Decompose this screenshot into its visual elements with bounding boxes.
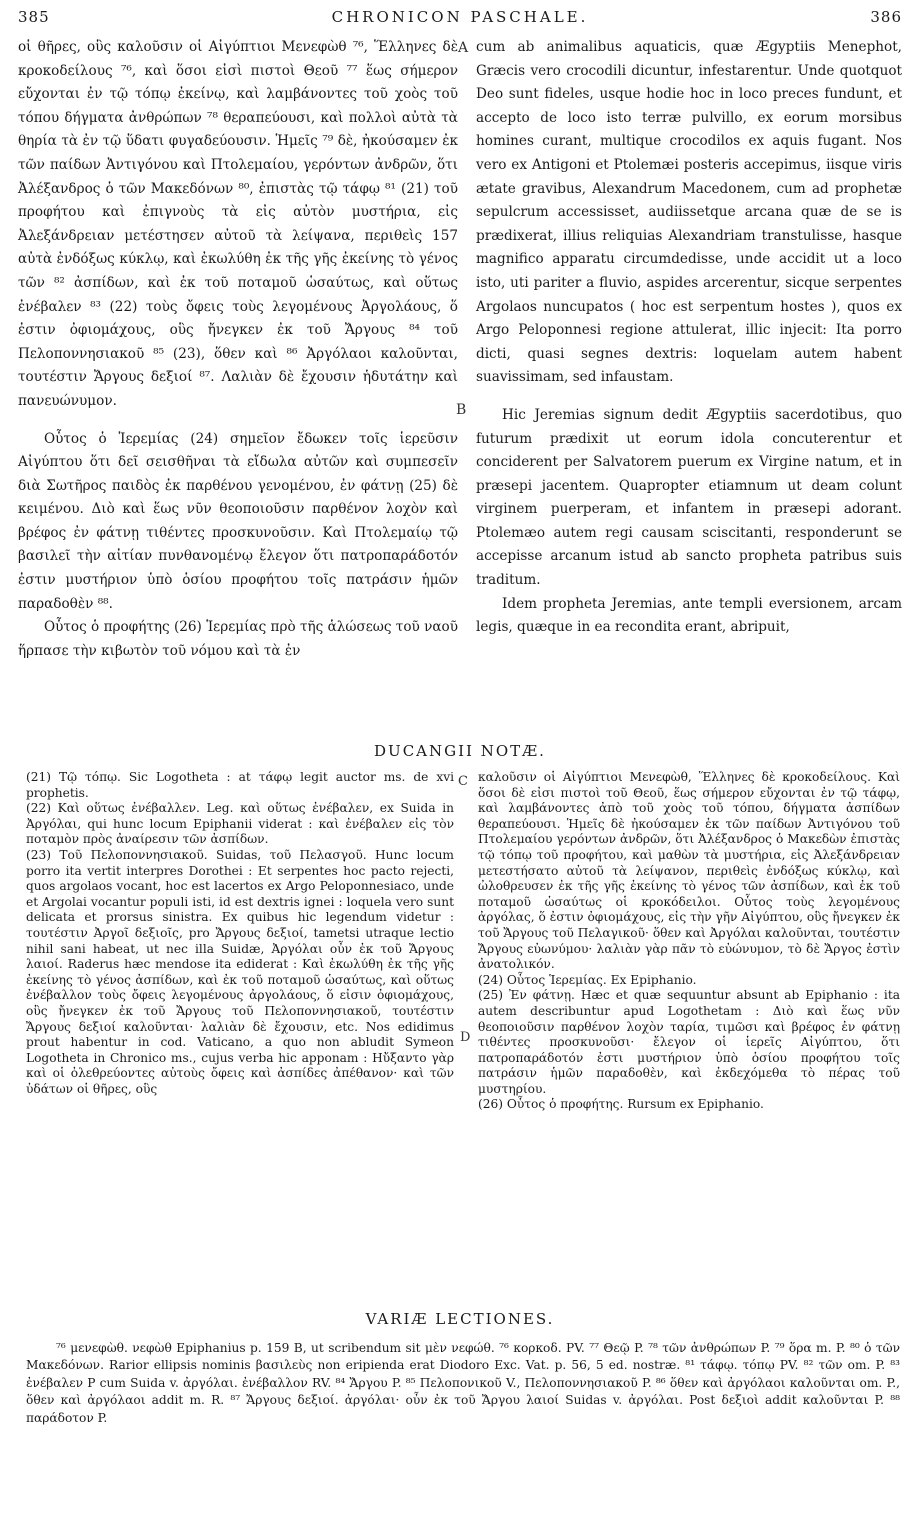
margin-letter-c: C <box>458 774 468 789</box>
note-entry: (25) Ἐν φάτνῃ. Hæc et quæ sequuntur absunt ab Epiphanio : ita autem describuntur apud Logothetam : Διὸ καὶ ἕως νῦν θεοποιοῦσιν παρθένον λοχὸν ταρία, τιμῶσι καὶ βρέφος ἐν φάτνῃ τιθέντες προσκυνοῦσι· ἔλεγον οἱ ἱερεῖς Αἰγύπτου, ὅτι πατροπαράδοτόν ἐστι μυστήριον ὑπὸ ὁσίου προφήτου τοῖς πατράσιν ἡμῶν παραδοθὲν, καὶ ἐκδεχόμεθα τὸ πέρας τοῦ μυστηρίου. <box>478 988 900 1096</box>
latin-paragraph: Idem propheta Jeremias, ante templi eversionem, arcam legis, quæque in ea recondita erant, abripuit, <box>476 595 902 636</box>
notes-right-column <box>478 770 900 1113</box>
page-number-left: 385 <box>18 8 50 26</box>
running-title: CHRONICON PASCHALE. <box>331 8 589 26</box>
greek-paragraph: Οὗτος ὁ Ἱερεμίας (24) σημεῖον ἔδωκεν τοῖς ἱερεῦσιν Αἰγύπτου ὅτι δεῖ σεισθῆναι τὰ εἴδωλα αὐτῶν καὶ συμπεσεῖν διὰ Σωτῆρος παιδὸς ἐκ παρθένου γενομένου, ἐν φάτνῃ (25) δὲ κειμένου. Διὸ καὶ ἕως νῦν θεοποιοῦσιν παρθένον λοχὸν καὶ βρέφος ἐν φάτνῃ τιθέντες προσκυνοῦσιν. Καὶ Πτολεμαίῳ τῷ βασιλεῖ τὴν αἰτίαν πυνθανομένῳ ἔλεγον ὅτι πατροπαράδοτόν ἐστιν μυστήριον ὑπὸ ὁσίου προφήτου τοῖς πατράσιν ἡμῶν παραδοθὲν ⁸⁸. <box>18 430 458 612</box>
latin-paragraph: cum ab animalibus aquaticis, quæ Ægyptiis Menephot, Græcis vero crocodili dicuntur, infestarentur. Unde quotquot Deo sunt fideles, usque hodie hoc in loco preces fundunt, et accepto de loco isto terræ pulvillo, ex eorum morsibus homines curant, multique crocodilos ex aquis fugant. Nos vero ex Antigoni et Ptolemæi posteris accepimus, iisque viris ætate gravibus, Alexandrum Macedonem, cum ad prophetæ sepulcrum accessisset, audiissetque arcana quæ de se is prædixerat, illius reliquias Alexandriam transtulisse, hasque magnifico apparatu circumdedisse, unde accidit ut a loco isto, uti pariter a fluvio, aspides arcerentur, sicque serpentes Argolaos nuncupatos ( hoc est serpentum hostes ), quos ex Argo Peloponnesi regione attulerat, illic injecit: Ita porro dicti, quasi segnes dextris: loquelam autem habent suavissimam, sed infaustam. <box>476 39 902 386</box>
margin-letter-d: D <box>460 1030 471 1045</box>
note-entry: (22) Καὶ οὕτως ἐνέβαλλεν. Leg. καὶ οὕτως ἐνέβαλεν, ex Suida in Ἀργόλαι, qui hunc locum Epiphanii viderat : καὶ ἐνέβαλεν εἰς τὸν ποταμὸν πρὸς ἀναίρεσιν τῶν ἀσπίδων. <box>26 801 454 847</box>
greek-text-column <box>18 36 458 663</box>
variae-lectiones <box>26 1340 900 1427</box>
greek-paragraph: Οὗτος ὁ προφήτης (26) Ἱερεμίας πρὸ τῆς ἁλώσεως τοῦ ναοῦ ἥρπασε τὴν κιβωτὸν τοῦ νόμου καὶ τὰ ἐν <box>18 619 458 659</box>
notes-section-title: DUCANGII NOTÆ. <box>374 742 546 760</box>
note-entry: (23) Τοῦ Πελοποννησιακοῦ. Suidas, τοῦ Πελασγοῦ. Hunc locum porro ita vertit interpres Dorothei : Et serpentes hoc pacto rejecti, quos argolaos vocant, hoc est lacertos ex Argo Peloponnesiaco, unde et Argolai vocantur populi isti, id est dextris ignei : loquela vero sunt delicata et prorsus sinistra. Ex quibus hic legendum videtur : τουτέστιν Ἀργοῖ δεξιοῖς, pro Ἄργους δεξιοί, tametsi utraque lectio nihil sani habeat, ut nec illa Suidæ, Ἀργόλαι οὖν ἐκ τοῦ Ἄργους λαιοί. Raderus hæc mendose ita ediderat : Καὶ ἐκωλύθη ἐκ τῆς γῆς ἐκείνης τὸ γένος ἀσπίδων, καὶ ἐκ τοῦ ποταμοῦ ὡσαύτως, καὶ οὕτως ἐνέβαλλον τοὺς ὄφεις λεγομένους ἀργολάους, ὅ εἰσιν ὀφιομάχους, οὓς ἤνεγκεν ἐκ τοῦ Ἄργους τοῦ Πελοποννησιακοῦ, τουτέστιν Ἄργους δεξιοί καλοῦνται· λαλιὰν δὲ ἔχουσιν, etc. Nos edidimus prout habentur in cod. Vaticano, a quo non abludit Symeon Logotheta in Chronico ms., cujus verba hic apponam : Ηὔξαντο γὰρ καὶ οἱ ὀλεθρεύοντες αὐτοὺς ὄφεις καὶ ἀσπίδες ἀπέθανον· καὶ τῶν ὑδάτων οἱ θῆρες, οὓς <box>26 847 454 1096</box>
note-entry: καλοῦσιν οἱ Αἰγύπτιοι Μενεφὼθ, Ἕλληνες δὲ κροκοδείλους. Καὶ ὅσοι δὲ εἰσι πιστοὶ τοῦ Θεοῦ, ἕως σήμερον εὔχονται ἐν τῷ τάφῳ, καὶ λαμβάνοντες ἀπὸ τοῦ χοὸς τοῦ τόπου, δήγματα ἀσπίδων θεραπεύουσι. Ἡμεῖς δὲ ἠκούσαμεν ἐκ τῶν παίδων Ἀντιγόνου τοῦ Πτολεμαίου γερόντων ἀνδρῶν, ὅτι Ἀλέξανδρος ὁ Μακεδὼν ἐπιστὰς τῷ τόπῳ τοῦ προφήτου, καὶ μαθὼν τὰ μυστήρια, εἰς Ἀλεξάνδρειαν μετεστήσατο αὐτοῦ τὰ λείψανον, περιθεὶς ἐνδόξως κύκλῳ, καὶ ὠλοθρευσεν ἐκ τῆς γῆς ἐκείνης τὸ γένος τῶν ἀσπίδων, καὶ ἐκ τοῦ ποταμοῦ ὡσαύτως οἱ κροκόδειλοι. Οὗτος τοὺς λεγομένους ἀργόλας, ὅ ἐστιν ὀφιομάχους, εἰς τὴν γῆν Αἰγύπτου, οὓς ἤνεγκεν ἐκ τοῦ Ἄργους τοῦ Πελαγικοῦ· ὅθεν καὶ Ἀργόλαι καλοῦνται, τουτέστιν Ἄργους εὐωνύμου· λαλιὰν γὰρ πᾶν τὸ εὐώνυμον, τὸ δὲ Ἄργος ἐστὶν ἀνατολικόν. <box>478 770 900 972</box>
latin-paragraph: Hic Jeremias signum dedit Ægyptiis sacerdotibus, quo futurum prædixit ut eorum idola concuterentur et conciderent per Salvatorem puerum ex Virgine natum, et in præsepi jacentem. Quapropter etiamnum ut deam colunt virginem puerperam, et infantem in præsepi adorant. Ptolemæo autem regi causam sciscitanti, responderunt se accepisse arcanum istud ab sancto propheta patribus suis traditum. <box>476 406 902 589</box>
page-number-right: 386 <box>870 8 902 26</box>
greek-paragraph: οἱ θῆρες, οὓς καλοῦσιν οἱ Αἰγύπτιοι Μενεφὼθ ⁷⁶, Ἕλληνες δὲ κροκοδείλους ⁷⁶, καὶ ὅσοι εἰσὶ πιστοὶ Θεοῦ ⁷⁷ ἕως σήμερον εὔχονται ἐν τῷ τόπῳ ἐκείνῳ, καὶ λαμβάνοντες τοῦ χοὸς τοῦ τόπου δήγματα ἀνθρώπων ⁷⁸ θεραπεύουσι, καὶ πολλοὶ αὐτὰ τὰ θηρία τὰ ἐν τῷ ὕδατι φυγαδεύουσιν. Ἡμεῖς ⁷⁹ δὲ, ἠκούσαμεν ἐκ τῶν παίδων Ἀντιγόνου καὶ Πτολεμαίου, γερόντων ἀνδρῶν, ὅτι Ἀλέξανδρος ὁ τῶν Μακεδόνων ⁸⁰, ἐπιστὰς τῷ τάφῳ ⁸¹ (21) τοῦ προφήτου καὶ ἐπιγνοὺς τὰ εἰς αὐτὸν μυστήρια, εἰς Ἀλεξάνδρειαν μετέστησεν αὐτοῦ τὰ λείψανα, περιθεὶς 157 αὐτὰ ἐνδόξως κύκλῳ, καὶ ἐκωλύθη ἐκ τῆς γῆς ἐκείνης τὸ γένος τῶν ⁸² ἀσπίδων, καὶ ἐκ τοῦ ποταμοῦ ὡσαύτως, καὶ οὕτως ἐνέβαλεν ⁸³ (22) τοὺς ὄφεις τοὺς λεγομένους Ἀργολάους, ὅ ἐστιν ὀφιομάχους, οὓς ἤνεγκεν ἐκ τοῦ Ἄργους ⁸⁴ τοῦ Πελοποννησιακοῦ ⁸⁵ (23), ὅθεν καὶ ⁸⁶ Ἀργόλαοι καλοῦνται, τουτέστιν Ἄργους δεξιοί ⁸⁷. Λαλιὰν δὲ ἔχουσιν ἡδυτάτην καὶ πανευώνυμον. <box>18 39 458 409</box>
latin-text-column <box>476 36 902 640</box>
note-entry: (24) Οὗτος Ἱερεμίας. Ex Epiphanio. <box>478 972 697 987</box>
margin-letter-a: A <box>458 40 469 56</box>
notes-left-column <box>26 770 454 1097</box>
variae-text: ⁷⁶ μενεφὼθ. νεφὼθ Epiphanius p. 159 B, ut scribendum sit μὲν νεφώθ. ⁷⁶ κορκοδ. PV. ⁷⁷ Θεῷ P. ⁷⁸ τῶν ἀνθρώπων P. ⁷⁹ ὅρα m. P. ⁸⁰ ὁ τῶν Μακεδόνων. Rarior ellipsis nominis βασιλεὺς non eripienda erat Diodoro Exc. Vat. p. 56, 5 ed. nostræ. ⁸¹ τάφῳ. τόπῳ PV. ⁸² τῶν om. P. ⁸³ ἐνέβαλεν P cum Suida v. ἀργόλαι. ἐνέβαλλον RV. ⁸⁴ Ἄργου P. ⁸⁵ Πελοπονικοῦ V., Πελοποννησιακοῦ P. ⁸⁶ ὅθεν καὶ ἀργόλαοι καλοῦνται om. P., ὅθεν καὶ ἀργόλαοι addit m. R. ⁸⁷ Ἄργους δεξιοί. ἀργόλαι· οὖν ἐκ τοῦ Ἄργου λαιοί Suidas v. ἀργόλαι. Post δεξιοὶ addit καλοῦνται P. ⁸⁸ παράδοτον P. <box>26 1341 900 1425</box>
note-entry: (21) Τῷ τόπῳ. Sic Logotheta : at τάφῳ legit auctor ms. de xvi prophetis. <box>26 770 454 800</box>
running-header <box>18 8 902 32</box>
margin-letter-b: B <box>456 402 467 418</box>
variae-section-title: VARIÆ LECTIONES. <box>365 1310 555 1328</box>
note-entry: (26) Οὗτος ὁ προφήτης. Rursum ex Epiphanio. <box>478 1097 764 1112</box>
